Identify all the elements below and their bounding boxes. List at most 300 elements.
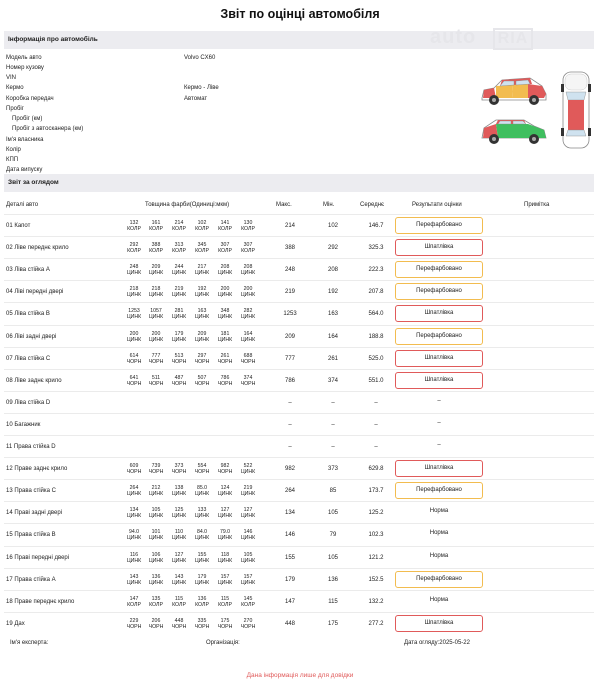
measurement-value: 105 — [243, 551, 253, 558]
measurement-type: ЦИНК — [240, 557, 256, 564]
measurement-type: КОЛР — [127, 601, 141, 608]
measurement-type: ЧОРН — [217, 469, 233, 476]
max-value: 982 — [284, 466, 295, 473]
measurement-value: 179 — [197, 573, 207, 580]
measurement-type: ЦИНК — [148, 292, 164, 299]
part-name: 15 Права стійка В — [6, 532, 56, 539]
watermark-auto: auto — [430, 26, 477, 48]
thickness-measurement — [123, 618, 145, 630]
info-row — [6, 94, 426, 104]
thickness-measurement — [214, 507, 236, 519]
measurement-value: 1253 — [128, 308, 140, 315]
max-value: – — [288, 399, 292, 406]
thickness-measurement — [145, 242, 167, 254]
thickness-measurement — [168, 331, 190, 343]
thickness-measurement — [237, 264, 259, 276]
table-row — [4, 501, 594, 523]
measurement-type: ЦИНК — [126, 336, 142, 343]
measurement-type: ЦИНК — [240, 292, 256, 299]
result-badge: Норма — [429, 552, 449, 559]
measurement-type: ЦИНК — [171, 513, 187, 520]
min-value: 102 — [327, 223, 338, 229]
max-value: 1253 — [283, 311, 297, 318]
measurement-value: 200 — [220, 286, 230, 293]
thickness-measurement — [191, 574, 213, 586]
avg-value: 629.8 — [368, 466, 384, 473]
measurement-value: 209 — [151, 264, 161, 271]
info-label: Кермо — [6, 85, 24, 91]
measurement-value: 206 — [151, 617, 161, 624]
thickness-measurement — [191, 220, 213, 232]
measurement-value: 214 — [174, 220, 184, 226]
max-value: 777 — [284, 355, 295, 362]
thickness-measurement — [191, 242, 213, 254]
measurement-type: ЦИНК — [240, 491, 256, 498]
thickness-measurement — [145, 463, 167, 475]
measurement-value: 200 — [151, 330, 161, 337]
measurement-value: 614 — [129, 352, 139, 359]
measurement-type: ЦИНК — [240, 513, 256, 520]
measurement-type: КОЛР — [195, 248, 209, 255]
measurement-value: 345 — [197, 242, 207, 249]
measurement-type: ЦИНК — [217, 336, 233, 343]
measurement-value: 163 — [197, 308, 207, 315]
col-min: Мін. — [323, 202, 335, 208]
measurement-value: 218 — [129, 286, 139, 293]
part-name: 04 Ліві передні двері — [6, 289, 64, 296]
measurement-value: 307 — [243, 242, 253, 249]
min-value: 163 — [327, 311, 338, 318]
max-value: 388 — [284, 245, 295, 252]
table-row — [4, 325, 594, 347]
thickness-measurement — [123, 485, 145, 497]
measurement-value: 609 — [129, 463, 139, 470]
thickness-measurement — [214, 331, 236, 343]
measurement-value: 388 — [151, 242, 161, 249]
measurement-type: ЦИНК — [194, 336, 210, 343]
measurement-type: ЦИНК — [240, 336, 256, 343]
thickness-measurement — [214, 220, 236, 232]
result-badge: Шпатлівка — [395, 615, 483, 632]
thickness-measurement — [237, 220, 259, 232]
measurement-value: 219 — [174, 286, 184, 293]
max-value: 155 — [284, 554, 295, 561]
thickness-measurement — [237, 507, 259, 519]
measurement-type: ЧОРН — [126, 358, 142, 365]
thickness-measurement — [168, 507, 190, 519]
measurement-type: ЦИНК — [217, 491, 233, 498]
measurement-value: 270 — [243, 617, 253, 624]
col-max: Макс. — [276, 202, 292, 208]
thickness-measurement — [237, 331, 259, 343]
measurement-type: КОЛР — [241, 601, 255, 608]
measurement-type: ЦИНК — [171, 491, 187, 498]
table-header — [4, 198, 594, 212]
info-row — [6, 63, 426, 73]
min-value: 374 — [327, 377, 338, 384]
part-name: 13 Права стійка С — [6, 488, 56, 495]
measurement-type: ЦИНК — [126, 557, 142, 564]
table-row — [4, 568, 594, 590]
measurement-value: 135 — [151, 595, 161, 602]
max-value: 786 — [284, 377, 295, 384]
measurement-type: КОЛР — [127, 226, 141, 232]
measurement-type: ЧОРН — [171, 358, 187, 365]
info-label: Ім'я власника — [6, 137, 44, 143]
thickness-measurement — [145, 353, 167, 365]
thickness-measurement — [168, 308, 190, 320]
col-details: Деталі авто — [6, 202, 39, 208]
info-label: КПП — [6, 157, 19, 163]
thickness-measurement — [191, 331, 213, 343]
info-row — [6, 73, 426, 83]
col-avg: Середнє — [360, 202, 385, 208]
thickness-measurement — [191, 485, 213, 497]
measurement-value: 133 — [197, 507, 207, 514]
measurement-type: КОЛР — [172, 226, 186, 232]
min-value: – — [331, 444, 335, 450]
measurement-value: 374 — [243, 374, 253, 381]
info-label: Коробка передач — [6, 96, 54, 102]
info-value: Кермо - Ліве — [184, 85, 219, 91]
thickness-measurement — [145, 618, 167, 630]
measurement-type: ЧОРН — [148, 358, 164, 365]
thickness-measurement — [214, 286, 236, 298]
measurement-value: 84.0 — [196, 529, 208, 536]
part-name: 17 Права стійка А — [6, 576, 56, 583]
part-name: 01 Капот — [6, 223, 31, 229]
measurement-type: ЧОРН — [171, 380, 187, 387]
autoria-watermark — [430, 26, 592, 50]
measurement-type: ЧОРН — [171, 623, 187, 630]
measurement-type: ЦИНК — [171, 579, 187, 586]
measurement-type: ЦИНК — [126, 579, 142, 586]
thickness-measurement — [214, 463, 236, 475]
avg-value: 551.0 — [368, 377, 384, 384]
result-badge: Шпатлівка — [395, 305, 483, 322]
measurement-value: 448 — [174, 617, 184, 624]
measurement-type: КОЛР — [195, 601, 209, 608]
part-name: 14 Праві задні двері — [6, 510, 63, 517]
measurement-type: ЦИНК — [126, 535, 142, 542]
part-name: 09 Ліва стійка D — [6, 399, 51, 406]
measurement-value: 181 — [220, 330, 230, 337]
part-name: 11 Права стійка D — [6, 444, 56, 450]
part-name: 07 Ліва стійка С — [6, 355, 51, 362]
measurement-value: 136 — [197, 595, 207, 602]
info-label: Пробіг — [6, 106, 24, 112]
min-value: 85 — [329, 488, 337, 495]
measurement-value: 513 — [174, 352, 184, 359]
table-row — [4, 214, 594, 236]
thickness-measurement — [168, 574, 190, 586]
avg-value: 277.2 — [368, 620, 384, 627]
thickness-measurement — [214, 242, 236, 254]
measurement-value: 157 — [243, 573, 253, 580]
min-value: 105 — [327, 510, 338, 517]
avg-value: 325.3 — [368, 245, 384, 252]
table-row — [4, 413, 594, 435]
measurement-value: 146 — [243, 529, 253, 536]
min-value: 115 — [328, 598, 338, 605]
measurement-value: 127 — [174, 551, 184, 558]
measurement-value: 200 — [243, 286, 253, 293]
part-name: 19 Дах — [6, 620, 25, 627]
measurement-value: 209 — [197, 330, 207, 337]
measurement-value: 218 — [151, 286, 161, 293]
thickness-measurement — [168, 264, 190, 276]
measurement-type: ЧОРН — [148, 623, 164, 630]
organization-label: Організація: — [206, 640, 240, 646]
measurement-value: 522 — [243, 463, 253, 470]
measurement-type: ЦИНК — [126, 491, 142, 498]
result-badge: Перефарбовано — [395, 571, 483, 588]
thickness-measurement — [168, 353, 190, 365]
thickness-measurement — [191, 308, 213, 320]
thickness-measurement — [237, 485, 259, 497]
measurement-type: КОЛР — [149, 248, 163, 255]
measurement-value: 261 — [220, 352, 230, 359]
part-name: 06 Ліві задні двері — [6, 333, 57, 340]
result-badge: – — [437, 419, 441, 426]
measurement-value: 134 — [129, 507, 139, 514]
thickness-measurement — [123, 552, 145, 564]
result-badge: Шпатлівка — [395, 460, 483, 477]
thickness-measurement — [123, 286, 145, 298]
measurement-type: ЦИНК — [240, 535, 256, 542]
thickness-measurement — [237, 529, 259, 541]
measurement-type: ЦИНК — [126, 292, 142, 299]
thickness-measurement — [214, 375, 236, 387]
part-name: 12 Праве заднє крило — [6, 466, 68, 473]
thickness-measurement — [123, 574, 145, 586]
thickness-measurement — [123, 264, 145, 276]
measurement-value: 219 — [243, 485, 253, 492]
measurement-type: ЧОРН — [126, 380, 142, 387]
avg-value: 564.0 — [368, 311, 384, 318]
thickness-measurement — [123, 596, 145, 608]
info-row — [6, 83, 426, 93]
part-name: 10 Багажник — [6, 421, 41, 428]
thickness-measurement — [145, 286, 167, 298]
measurement-value: 179 — [174, 330, 184, 337]
thickness-measurement — [145, 264, 167, 276]
measurement-value: 212 — [151, 485, 161, 492]
min-value: 136 — [327, 576, 338, 583]
measurement-type: ЦИНК — [171, 314, 187, 321]
measurement-value: 348 — [220, 308, 230, 315]
min-value: 208 — [327, 267, 338, 274]
measurement-value: 292 — [129, 242, 139, 249]
measurement-value: 161 — [151, 220, 161, 226]
thickness-measurement — [123, 463, 145, 475]
measurement-value: 307 — [220, 242, 230, 249]
avg-value: 146.7 — [368, 223, 384, 229]
min-value: 164 — [327, 333, 338, 340]
avg-value: 525.0 — [368, 355, 384, 362]
thickness-measurement — [145, 375, 167, 387]
table-row — [4, 546, 594, 568]
measurement-type: ЦИНК — [126, 270, 142, 277]
measurement-value: 155 — [197, 551, 207, 558]
thickness-measurement — [214, 596, 236, 608]
thickness-measurement — [123, 529, 145, 541]
measurement-type: КОЛР — [172, 601, 186, 608]
measurement-value: 138 — [174, 485, 184, 492]
measurement-type: ЦИНК — [217, 513, 233, 520]
car-left-side-diagram — [478, 72, 550, 112]
measurement-type: ЦИНК — [148, 491, 164, 498]
measurement-type: КОЛР — [172, 248, 186, 255]
info-row — [6, 53, 426, 63]
measurement-type: ЧОРН — [217, 623, 233, 630]
measurement-type: ЦИНК — [171, 292, 187, 299]
measurement-value: 217 — [197, 264, 207, 271]
info-row — [6, 124, 426, 134]
car-right-side-diagram — [478, 114, 550, 150]
thickness-measurement — [237, 552, 259, 564]
measurement-type: ЦИНК — [194, 579, 210, 586]
thickness-measurement — [237, 375, 259, 387]
avg-value: 125.2 — [368, 510, 384, 517]
info-row — [6, 114, 426, 124]
result-badge: Перефарбовано — [395, 328, 483, 345]
measurement-type: ЦИНК — [171, 557, 187, 564]
measurement-value: 102 — [197, 220, 207, 226]
thickness-measurement — [168, 242, 190, 254]
measurement-type: ЧОРН — [194, 469, 210, 476]
measurement-type: ЦИНК — [217, 579, 233, 586]
info-label: Дата випуску — [6, 167, 43, 173]
thickness-measurement — [168, 596, 190, 608]
min-value: 192 — [327, 289, 338, 296]
measurement-value: 115 — [174, 595, 184, 602]
max-value: 448 — [284, 620, 295, 627]
table-row — [4, 435, 594, 457]
measurement-type: ЦИНК — [194, 292, 210, 299]
measurement-value: 118 — [220, 551, 230, 558]
measurement-type: ЦИНК — [194, 513, 210, 520]
measurement-type: ЦИНК — [217, 535, 233, 542]
min-value: 261 — [327, 355, 338, 362]
measurement-value: 248 — [129, 264, 139, 271]
result-badge: Перефарбовано — [395, 217, 483, 234]
measurement-value: 105 — [151, 507, 161, 514]
measurement-value: 106 — [151, 551, 161, 558]
measurement-type: ЧОРН — [126, 623, 142, 630]
part-name: 18 Праве переднє крило — [6, 598, 75, 605]
thickness-measurement — [237, 308, 259, 320]
measurement-type: ЧОРН — [194, 358, 210, 365]
measurement-value: 141 — [220, 220, 230, 226]
measurement-type: КОЛР — [195, 226, 209, 232]
measurement-type: ЧОРН — [171, 469, 187, 476]
measurement-value: 200 — [129, 330, 139, 337]
part-name: 05 Ліва стійка В — [6, 311, 50, 318]
avg-value: 152.5 — [368, 576, 384, 583]
measurement-type: ЦИНК — [217, 292, 233, 299]
result-badge: Шпатлівка — [395, 350, 483, 367]
measurement-type: ЧОРН — [194, 380, 210, 387]
watermark-ria: RIA — [493, 28, 534, 50]
table-row — [4, 523, 594, 545]
min-value: – — [331, 399, 335, 406]
measurement-value: 157 — [220, 573, 230, 580]
measurement-value: 124 — [220, 485, 230, 492]
measurement-type: ЦИНК — [148, 513, 164, 520]
thickness-measurement — [123, 331, 145, 343]
thickness-measurement — [237, 286, 259, 298]
thickness-measurement — [123, 242, 145, 254]
info-label: Номер кузову — [6, 65, 44, 71]
table-row — [4, 369, 594, 391]
avg-value: 132.2 — [368, 598, 384, 605]
measurement-type: ЦИНК — [217, 314, 233, 321]
avg-value: 121.2 — [368, 554, 384, 561]
thickness-measurement — [237, 463, 259, 475]
measurement-type: КОЛР — [241, 226, 255, 232]
avg-value: – — [374, 421, 378, 428]
measurement-value: 164 — [243, 330, 253, 337]
measurement-value: 1057 — [150, 308, 162, 315]
measurement-type: ЧОРН — [217, 358, 233, 365]
info-label: Модель авто — [6, 55, 42, 61]
measurement-value: 94.0 — [128, 529, 140, 536]
thickness-measurement — [168, 529, 190, 541]
measurement-type: ЦИНК — [240, 314, 256, 321]
min-value: 175 — [327, 620, 338, 627]
measurement-value: 982 — [220, 463, 230, 470]
part-name: 02 Ліве переднє крило — [6, 245, 69, 252]
info-label: Колір — [6, 147, 21, 153]
info-value: Автомат — [184, 96, 208, 102]
thickness-measurement — [191, 618, 213, 630]
thickness-measurement — [145, 574, 167, 586]
measurement-type: ЦИНК — [126, 314, 142, 321]
measurement-value: 281 — [174, 308, 184, 315]
thickness-measurement — [168, 552, 190, 564]
measurement-value: 244 — [174, 264, 184, 271]
thickness-measurement — [145, 552, 167, 564]
avg-value: 188.8 — [368, 333, 384, 340]
thickness-measurement — [214, 552, 236, 564]
page-title: Звіт по оцінці автомобіля — [220, 7, 380, 21]
thickness-measurement — [168, 375, 190, 387]
measurement-type: КОЛР — [218, 226, 232, 232]
result-badge: Норма — [429, 596, 449, 603]
table-row — [4, 347, 594, 369]
measurement-value: 79.0 — [219, 529, 231, 536]
measurement-value: 110 — [174, 529, 184, 536]
measurement-type: ЦИНК — [240, 469, 256, 476]
max-value: – — [288, 421, 292, 428]
measurement-value: 641 — [129, 374, 139, 381]
col-result: Результати оцінки — [412, 202, 462, 208]
thickness-measurement — [191, 529, 213, 541]
avg-value: 207.8 — [368, 289, 384, 296]
measurement-value: 127 — [220, 507, 230, 514]
info-label: Пробіг з автосканера (км) — [12, 126, 84, 132]
measurement-type: КОЛР — [218, 601, 232, 608]
measurement-type: КОЛР — [218, 248, 232, 255]
info-row — [6, 145, 426, 155]
measurement-value: 125 — [174, 507, 184, 514]
measurement-type: ЦИНК — [217, 557, 233, 564]
measurement-value: 786 — [220, 374, 230, 381]
result-badge: – — [437, 442, 441, 448]
info-value: Volvo CX60 — [184, 55, 216, 61]
min-value: 373 — [327, 466, 338, 473]
